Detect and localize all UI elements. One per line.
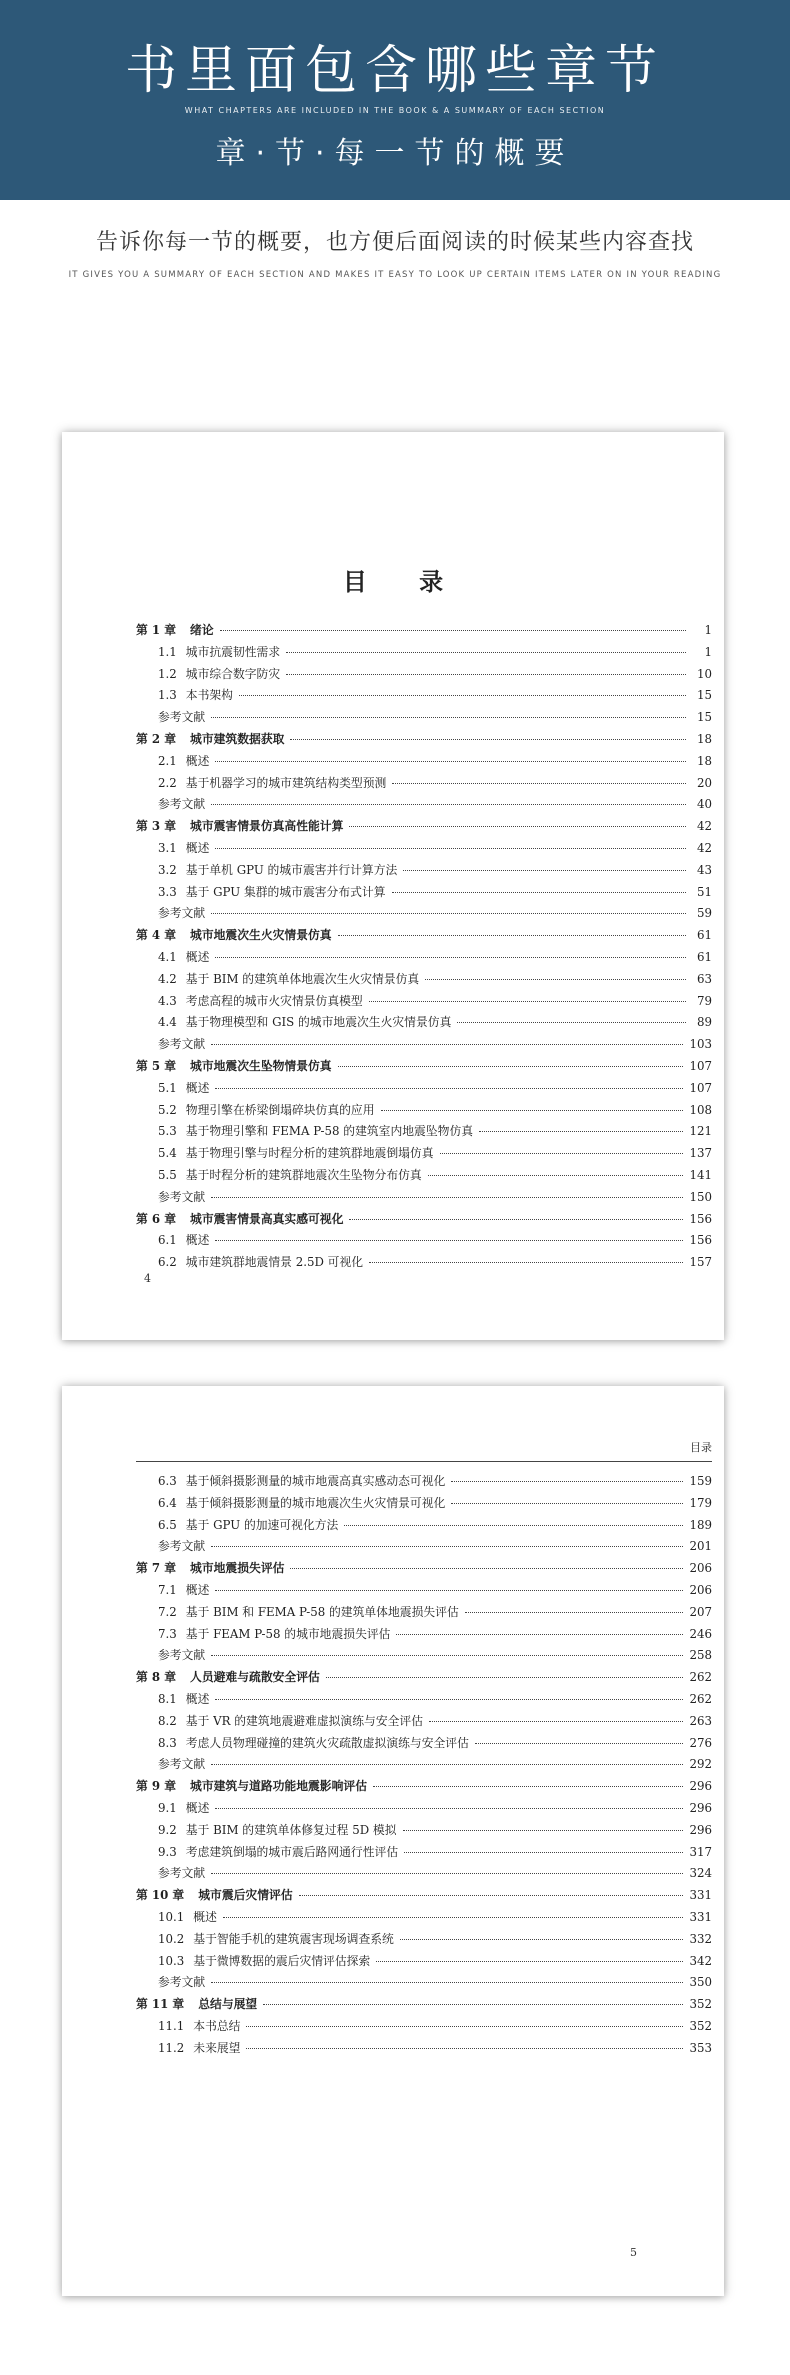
entry-page-number: 296	[689, 1822, 712, 1837]
dot-leader	[404, 1852, 683, 1853]
toc-section-entry	[136, 1230, 712, 1252]
dot-leader	[290, 739, 686, 740]
dot-leader	[403, 870, 686, 871]
entry-title: 基于机器学习的城市建筑结构类型预测	[185, 775, 387, 790]
toc-chapter-entry	[136, 1209, 712, 1231]
entry-title: 考虑建筑倒塌的城市震后路网通行性评估	[185, 1844, 399, 1859]
dot-leader	[211, 717, 686, 718]
dot-leader	[457, 1022, 686, 1023]
entry-number: 9.1	[158, 1800, 177, 1815]
dot-leader	[211, 1982, 683, 1983]
entry-number: 4.1	[158, 949, 177, 964]
dot-leader	[369, 1001, 686, 1002]
entry-title: 城市建筑群地震情景 2.5D 可视化	[185, 1255, 364, 1270]
toc-section-entry	[136, 882, 712, 904]
dot-leader	[220, 630, 686, 631]
entry-title: 城市地震次生火灾情景仿真	[190, 928, 332, 943]
toc-references-entry	[136, 707, 712, 729]
entry-page-number: 42	[696, 840, 712, 855]
entry-title: 参考文献	[158, 1648, 206, 1663]
entry-number: 3.3	[158, 884, 177, 899]
entry-title: 参考文献	[158, 797, 206, 812]
entry-title: 考虑高程的城市火灾情景仿真模型	[185, 993, 363, 1008]
entry-number: 5.1	[158, 1080, 177, 1095]
toc-section-entry	[136, 1078, 712, 1100]
entry-title: 基于单机 GPU 的城市震害并行计算方法	[185, 862, 398, 877]
entry-title: 城市震害情景仿真高性能计算	[190, 819, 344, 834]
entry-title: 基于智能手机的建筑震害现场调查系统	[193, 1931, 394, 1946]
entry-number: 6.4	[158, 1495, 177, 1510]
dot-leader	[475, 1743, 684, 1744]
dot-leader	[286, 652, 686, 653]
entry-page-number: 18	[696, 731, 712, 746]
entry-page-number: 207	[689, 1604, 712, 1619]
dot-leader	[211, 1764, 683, 1765]
entry-number: 第 3 章	[136, 819, 177, 834]
entry-number: 8.1	[158, 1691, 177, 1706]
page-number: 4	[144, 1272, 151, 1285]
entry-page-number: 10	[696, 666, 712, 681]
entry-number: 第 6 章	[136, 1211, 177, 1226]
dot-leader	[326, 1677, 684, 1678]
entry-page-number: 61	[696, 949, 712, 964]
dot-leader	[215, 957, 686, 958]
entry-title: 城市地震损失评估	[190, 1561, 285, 1576]
entry-title: 基于倾斜摄影测量的城市地震高真实感动态可视化	[185, 1474, 446, 1488]
intro-text-english: IT GIVES YOU A SUMMARY OF EACH SECTION AND MAKES IT EASY TO LOOK UP CERTAIN ITEMS LATER ON IN YOUR READING	[68, 270, 722, 280]
toc-section-entry	[136, 1733, 712, 1755]
toc-section-entry	[136, 1252, 712, 1274]
toc-section-entry	[136, 947, 712, 969]
entry-number: 11.2	[158, 2040, 185, 2055]
entry-number: 1.3	[158, 688, 177, 703]
toc-section-entry	[136, 2038, 712, 2060]
dot-leader	[211, 1044, 683, 1045]
entry-title: 基于物理引擎和 FEMA P-58 的建筑室内地震坠物仿真	[185, 1124, 474, 1139]
entry-title: 总结与展望	[198, 1997, 258, 2012]
entry-page-number: 1	[704, 623, 712, 637]
entry-title: 本书架构	[185, 688, 233, 703]
toc-section-entry	[136, 1689, 712, 1711]
entry-page-number: 150	[689, 1189, 712, 1204]
toc-section-entry	[136, 685, 712, 707]
entry-number: 6.3	[158, 1474, 177, 1488]
entry-number: 11.1	[158, 2018, 185, 2033]
entry-page-number: 156	[689, 1211, 712, 1226]
entry-title: 基于时程分析的建筑群地震次生坠物分布仿真	[185, 1167, 422, 1182]
toc-section-entry	[136, 664, 712, 686]
entry-title: 物理引擎在桥梁倒塌碎块仿真的应用	[185, 1102, 375, 1117]
entry-page-number: 179	[689, 1495, 712, 1510]
entry-title: 城市震害情景高真实感可视化	[190, 1211, 344, 1226]
entry-page-number: 103	[689, 1037, 712, 1052]
toc-section-entry	[136, 1907, 712, 1929]
toc-chapter-entry	[136, 729, 712, 751]
entry-number: 第 9 章	[136, 1779, 177, 1794]
dot-leader	[338, 935, 686, 936]
entry-title: 城市地震次生坠物情景仿真	[190, 1058, 332, 1073]
dot-leader	[425, 979, 686, 980]
toc-section-entry	[136, 1580, 712, 1602]
dot-leader	[211, 804, 686, 805]
entry-page-number: 89	[696, 1015, 712, 1030]
toc-section-entry	[136, 1515, 712, 1537]
dot-leader	[344, 1525, 683, 1526]
dot-leader	[451, 1503, 683, 1504]
entry-title: 参考文献	[158, 906, 206, 921]
entry-title: 基于物理引擎与时程分析的建筑群地震倒塌仿真	[185, 1146, 434, 1161]
toc-chapter-entry	[136, 1558, 712, 1580]
entry-page-number: 331	[689, 1888, 712, 1903]
dot-leader	[403, 1830, 684, 1831]
toc-list	[136, 1471, 712, 2060]
entry-title: 概述	[185, 1691, 210, 1706]
entry-page-number: 40	[696, 797, 712, 812]
entry-page-number: 107	[689, 1080, 712, 1095]
toc-section-entry	[136, 1798, 712, 1820]
entry-title: 参考文献	[158, 1757, 206, 1772]
toc-section-entry	[136, 1143, 712, 1165]
entry-page-number: 61	[696, 928, 712, 943]
entry-title: 基于 FEAM P-58 的城市地震损失评估	[185, 1626, 391, 1641]
entry-title: 城市综合数字防灾	[185, 666, 281, 681]
entry-number: 第 2 章	[136, 731, 177, 746]
entry-title: 参考文献	[158, 1189, 206, 1204]
entry-page-number: 353	[689, 2040, 712, 2055]
entry-title: 参考文献	[158, 1037, 206, 1052]
entry-number: 第 8 章	[136, 1670, 177, 1685]
dot-leader	[215, 1088, 683, 1089]
entry-page-number: 258	[689, 1648, 712, 1663]
entry-number: 5.3	[158, 1124, 177, 1139]
entry-number: 2.2	[158, 775, 177, 790]
toc-section-entry	[136, 1820, 712, 1842]
toc-title: 目 录	[342, 567, 466, 596]
entry-title: 城市震后灾情评估	[198, 1888, 293, 1903]
entry-page-number: 263	[689, 1713, 712, 1728]
entry-number: 5.2	[158, 1102, 177, 1117]
entry-page-number: 352	[689, 2018, 712, 2033]
banner-title: 书里面包含哪些章节	[124, 41, 665, 101]
entry-number: 4.3	[158, 993, 177, 1008]
dot-leader	[215, 1699, 683, 1700]
entry-page-number: 206	[689, 1582, 712, 1597]
entry-number: 7.2	[158, 1604, 177, 1619]
entry-page-number: 246	[689, 1626, 712, 1641]
toc-section-entry	[136, 1100, 712, 1122]
entry-number: 第 4 章	[136, 928, 177, 943]
toc-section-entry	[136, 1624, 712, 1646]
entry-title: 参考文献	[158, 1539, 206, 1554]
entry-page-number: 201	[689, 1539, 712, 1554]
toc-section-entry	[136, 1602, 712, 1624]
entry-number: 第 5 章	[136, 1058, 177, 1073]
toc-chapter-entry	[136, 620, 712, 642]
toc-section-entry	[136, 1711, 712, 1733]
entry-number: 10.2	[158, 1931, 185, 1946]
entry-title: 参考文献	[158, 1975, 206, 1990]
dot-leader	[428, 1175, 684, 1176]
dot-leader	[211, 1655, 683, 1656]
dot-leader	[349, 1219, 683, 1220]
dot-leader	[286, 674, 686, 675]
dot-leader	[392, 892, 686, 893]
entry-title: 概述	[185, 1800, 210, 1815]
toc-list	[136, 620, 712, 1274]
entry-title: 未来展望	[193, 2040, 241, 2055]
dot-leader	[246, 2048, 683, 2049]
toc-chapter-entry	[136, 925, 712, 947]
toc-section-entry	[136, 1929, 712, 1951]
entry-title: 基于 GPU 集群的城市震害分布式计算	[185, 884, 386, 899]
entry-title: 基于 GPU 的加速可视化方法	[185, 1517, 339, 1532]
entry-title: 基于倾斜摄影测量的城市地震次生火灾情景可视化	[185, 1495, 446, 1510]
entry-page-number: 51	[696, 884, 712, 899]
toc-section-entry	[136, 1121, 712, 1143]
entry-number: 第 1 章	[136, 623, 177, 637]
entry-title: 城市建筑数据获取	[190, 731, 285, 746]
dot-leader	[246, 2026, 683, 2027]
toc-references-entry	[136, 1536, 712, 1558]
entry-page-number: 1	[704, 644, 712, 659]
entry-title: 本书总结	[193, 2018, 241, 2033]
entry-number: 第 11 章	[136, 1997, 185, 2012]
entry-number: 3.2	[158, 862, 177, 877]
entry-number: 8.2	[158, 1713, 177, 1728]
dot-leader	[215, 1808, 683, 1809]
entry-page-number: 137	[689, 1146, 712, 1161]
toc-section-entry	[136, 1012, 712, 1034]
toc-chapter-entry	[136, 1776, 712, 1798]
dot-leader	[381, 1110, 684, 1111]
entry-number: 9.3	[158, 1844, 177, 1859]
entry-title: 城市建筑与道路功能地震影响评估	[190, 1779, 367, 1794]
entry-number: 10.3	[158, 1953, 185, 1968]
entry-number: 7.3	[158, 1626, 177, 1641]
dot-leader	[369, 1262, 683, 1263]
dot-leader	[440, 1153, 684, 1154]
dot-leader	[290, 1568, 683, 1569]
toc-section-entry	[136, 838, 712, 860]
toc-references-entry	[136, 1972, 712, 1994]
dot-leader	[215, 1590, 683, 1591]
toc-references-entry	[136, 1034, 712, 1056]
entry-number: 8.3	[158, 1735, 177, 1750]
entry-page-number: 108	[689, 1102, 712, 1117]
dot-leader	[263, 2004, 683, 2005]
entry-title: 概述	[185, 949, 210, 964]
entry-title: 概述	[185, 753, 210, 768]
toc-section-entry	[136, 1165, 712, 1187]
dot-leader	[396, 1634, 683, 1635]
toc-references-entry	[136, 794, 712, 816]
intro-text: 告诉你每一节的概要，也方便后面阅读的时候某些内容查找	[95, 230, 694, 255]
toc-section-entry	[136, 1493, 712, 1515]
entry-title: 考虑人员物理碰撞的建筑火灾疏散虚拟演练与安全评估	[185, 1735, 469, 1750]
entry-page-number: 42	[696, 819, 712, 834]
entry-number: 7.1	[158, 1582, 177, 1597]
toc-chapter-entry	[136, 1667, 712, 1689]
entry-number: 5.5	[158, 1167, 177, 1182]
dot-leader	[215, 761, 686, 762]
dot-leader	[239, 695, 686, 696]
entry-page-number: 79	[696, 993, 712, 1008]
entry-number: 9.2	[158, 1822, 177, 1837]
dot-leader	[211, 1197, 683, 1198]
dot-leader	[373, 1786, 683, 1787]
toc-section-entry	[136, 1471, 712, 1493]
entry-page-number: 141	[689, 1167, 712, 1182]
entry-title: 基于 BIM 的建筑单体修复过程 5D 模拟	[185, 1822, 397, 1837]
entry-title: 绪论	[190, 623, 214, 637]
entry-page-number: 156	[689, 1233, 712, 1248]
dot-leader	[400, 1939, 684, 1940]
toc-section-entry	[136, 860, 712, 882]
entry-title: 概述	[193, 1909, 217, 1924]
toc-references-entry	[136, 903, 712, 925]
entry-page-number: 342	[689, 1953, 712, 1968]
entry-page-number: 20	[696, 775, 712, 790]
entry-title: 人员避难与疏散安全评估	[190, 1670, 320, 1685]
dot-leader	[215, 848, 686, 849]
toc-section-entry	[136, 751, 712, 773]
entry-title: 基于 BIM 的建筑单体地震次生火灾情景仿真	[185, 971, 420, 986]
entry-title: 概述	[185, 1233, 210, 1248]
toc-section-entry	[136, 2016, 712, 2038]
dot-leader	[215, 1240, 683, 1241]
entry-number: 2.1	[158, 753, 177, 768]
entry-title: 基于微博数据的震后灾情评估探索	[193, 1953, 371, 1968]
toc-references-entry	[136, 1863, 712, 1885]
dot-leader	[338, 1066, 684, 1067]
toc-chapter-entry	[136, 1056, 712, 1078]
entry-page-number: 262	[689, 1691, 712, 1706]
entry-page-number: 324	[689, 1866, 712, 1881]
toc-section-entry	[136, 642, 712, 664]
entry-page-number: 262	[689, 1670, 712, 1685]
entry-page-number: 59	[696, 906, 712, 921]
dot-leader	[429, 1721, 683, 1722]
entry-page-number: 350	[689, 1975, 712, 1990]
entry-number: 6.5	[158, 1517, 177, 1532]
toc-references-entry	[136, 1645, 712, 1667]
toc-chapter-entry	[136, 1885, 712, 1907]
entry-page-number: 18	[696, 753, 712, 768]
entry-page-number: 15	[696, 688, 712, 703]
entry-title: 基于物理模型和 GIS 的城市地震次生火灾情景仿真	[185, 1015, 452, 1030]
entry-page-number: 206	[689, 1561, 712, 1576]
entry-title: 参考文献	[158, 710, 206, 725]
toc-section-entry	[136, 991, 712, 1013]
entry-title: 城市抗震韧性需求	[185, 644, 281, 659]
entry-page-number: 157	[689, 1255, 712, 1270]
entry-page-number: 296	[689, 1779, 712, 1794]
entry-title: 基于 BIM 和 FEMA P-58 的建筑单体地震损失评估	[185, 1604, 459, 1619]
entry-page-number: 332	[689, 1931, 712, 1946]
toc-page-1	[62, 432, 724, 1340]
running-head: 目录	[136, 1438, 712, 1462]
entry-number: 4.2	[158, 971, 177, 986]
entry-number: 5.4	[158, 1146, 177, 1161]
dot-leader	[223, 1917, 684, 1918]
entry-page-number: 159	[689, 1474, 712, 1488]
dot-leader	[451, 1481, 683, 1482]
page-number: 5	[630, 2246, 637, 2259]
entry-title: 基于 VR 的建筑地震避难虚拟演练与安全评估	[185, 1713, 424, 1728]
entry-page-number: 15	[696, 710, 712, 725]
entry-title: 概述	[185, 1080, 210, 1095]
entry-page-number: 296	[689, 1800, 712, 1815]
entry-page-number: 292	[689, 1757, 712, 1772]
entry-page-number: 317	[689, 1844, 712, 1859]
entry-number: 6.1	[158, 1233, 177, 1248]
toc-section-entry	[136, 1951, 712, 1973]
entry-page-number: 352	[689, 1997, 712, 2012]
toc-references-entry	[136, 1754, 712, 1776]
entry-number: 3.1	[158, 840, 177, 855]
entry-page-number: 43	[696, 862, 712, 877]
dot-leader	[392, 783, 686, 784]
header-banner	[0, 0, 790, 200]
entry-number: 1.1	[158, 644, 177, 659]
entry-page-number: 276	[689, 1735, 712, 1750]
entry-page-number: 121	[689, 1124, 712, 1139]
dot-leader	[299, 1895, 684, 1896]
entry-number: 第 10 章	[136, 1888, 185, 1903]
entry-number: 第 7 章	[136, 1561, 177, 1576]
entry-number: 10.1	[158, 1909, 185, 1924]
dot-leader	[211, 913, 686, 914]
entry-number: 6.2	[158, 1255, 177, 1270]
toc-chapter-entry	[136, 1994, 712, 2016]
entry-page-number: 189	[689, 1517, 712, 1532]
entry-page-number: 331	[689, 1909, 712, 1924]
toc-chapter-entry	[136, 816, 712, 838]
toc-section-entry	[136, 969, 712, 991]
dot-leader	[211, 1546, 683, 1547]
toc-section-entry	[136, 773, 712, 795]
toc-references-entry	[136, 1187, 712, 1209]
toc-page-2	[62, 1386, 724, 2296]
dot-leader	[211, 1873, 683, 1874]
entry-number: 4.4	[158, 1015, 177, 1030]
entry-number: 1.2	[158, 666, 177, 681]
toc-section-entry	[136, 1842, 712, 1864]
entry-page-number: 63	[696, 971, 712, 986]
dot-leader	[349, 826, 686, 827]
dot-leader	[376, 1961, 683, 1962]
banner-subtitle: 章·节·每一节的概要	[215, 136, 575, 171]
entry-title: 概述	[185, 840, 210, 855]
banner-subtitle-english: WHAT CHAPTERS ARE INCLUDED IN THE BOOK & A SUMMARY OF EACH SECTION	[184, 106, 606, 115]
entry-title: 概述	[185, 1582, 210, 1597]
entry-page-number: 107	[689, 1058, 712, 1073]
dot-leader	[479, 1131, 683, 1132]
entry-title: 参考文献	[158, 1866, 206, 1881]
dot-leader	[465, 1612, 684, 1613]
